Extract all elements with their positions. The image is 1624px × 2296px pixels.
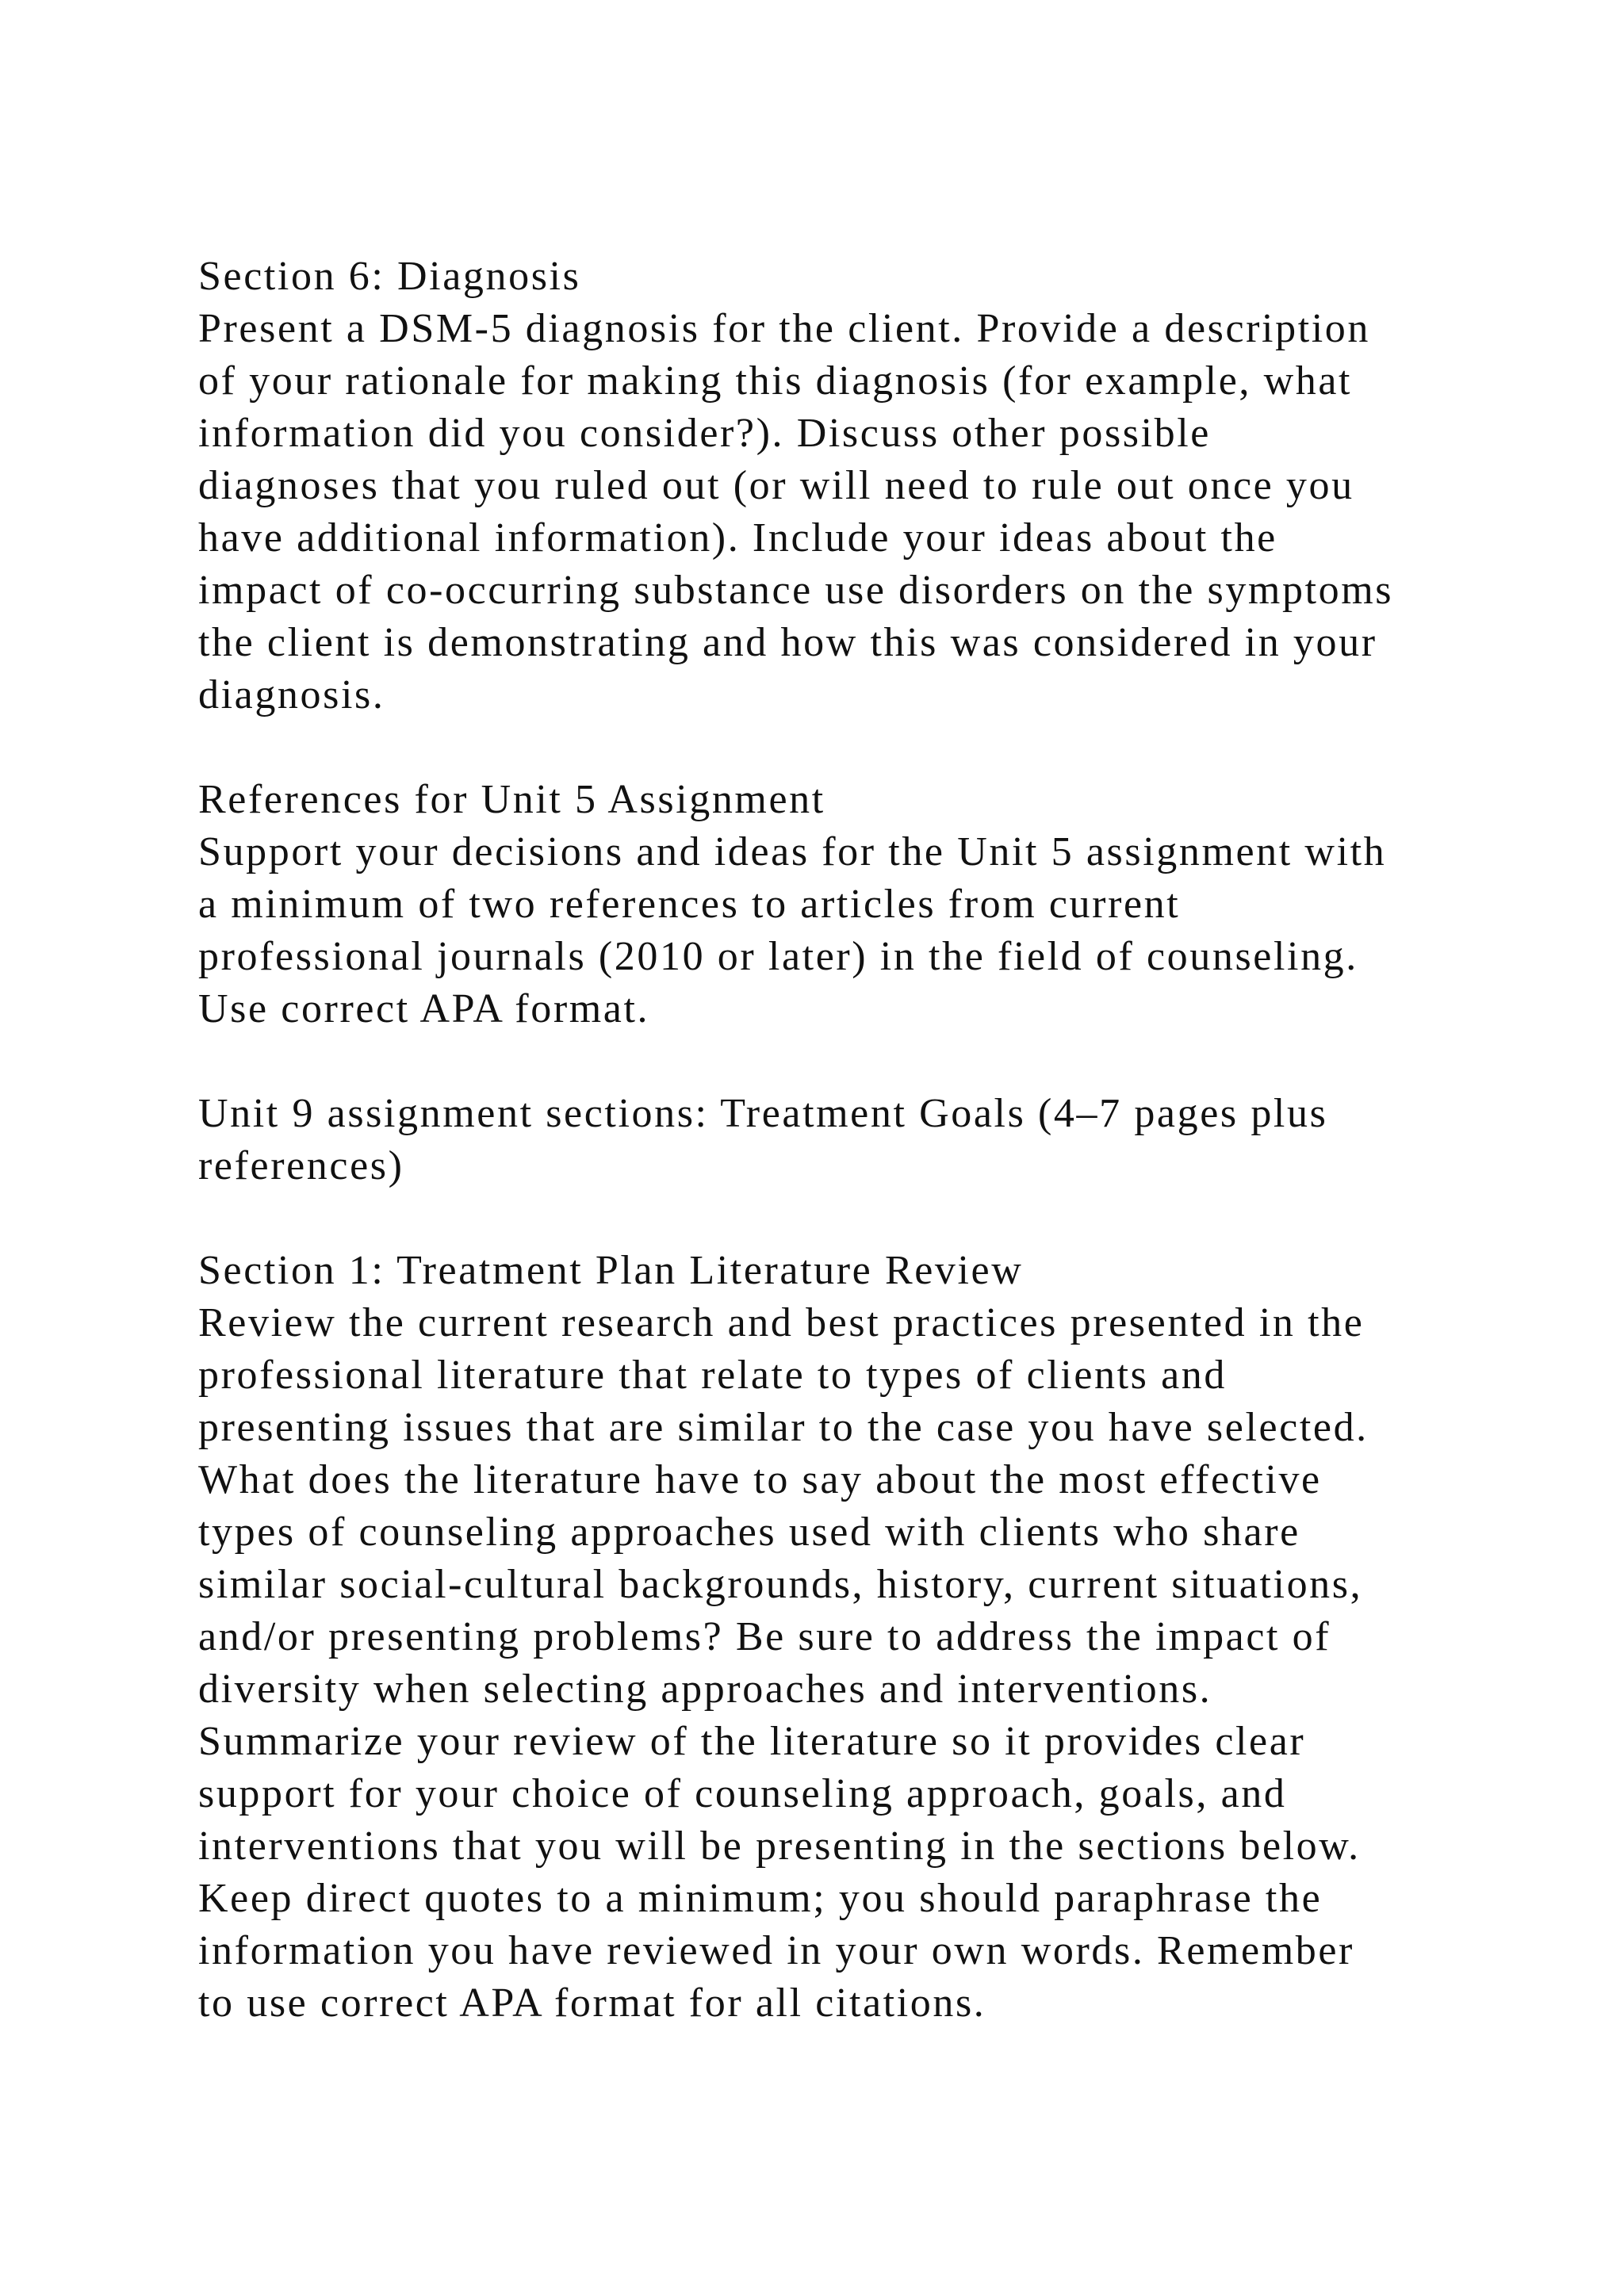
text-line: a minimum of two references to articles from current <box>198 882 1181 927</box>
text-line: information you have reviewed in your own words. Remember <box>198 1928 1354 1973</box>
text-line: diagnoses that you ruled out (or will need to rule out once you <box>198 463 1354 508</box>
section-heading: Unit 9 assignment sections: Treatment Goals (4–7 pages plus <box>198 1091 1328 1136</box>
text-line: Review the current research and best practices presented in the <box>198 1300 1365 1345</box>
text-line: the client is demonstrating and how this was considered in your <box>198 620 1377 665</box>
text-line: similar social-cultural backgrounds, history, current situations, <box>198 1562 1363 1607</box>
text-line: Keep direct quotes to a minimum; you should paraphrase the <box>198 1876 1323 1921</box>
text-line: impact of co-occurring substance use disorders on the symptoms <box>198 568 1394 613</box>
text-line: diagnosis. <box>198 672 385 718</box>
text-line: presenting issues that are similar to the case you have selected. <box>198 1405 1369 1450</box>
text-line: have additional information). Include your ideas about the <box>198 515 1277 561</box>
section-heading: Section 1: Treatment Plan Literature Review <box>198 1248 1024 1293</box>
section-6-diagnosis <box>198 251 1562 721</box>
text-line: Present a DSM-5 diagnosis for the client. Provide a description <box>198 306 1370 351</box>
section-heading: Section 6: Diagnosis <box>198 254 581 299</box>
references-unit-5 <box>198 774 1562 1035</box>
text-line: Use correct APA format. <box>198 986 650 1031</box>
text-line: interventions that you will be presenting in the sections below. <box>198 1823 1361 1869</box>
text-line: support for your choice of counseling approach, goals, and <box>198 1771 1287 1816</box>
text-line: diversity when selecting approaches and interventions. <box>198 1667 1212 1712</box>
text-line: types of counseling approaches used with clients who share <box>198 1510 1300 1555</box>
text-line: professional journals (2010 or later) in the field of counseling. <box>198 934 1358 979</box>
text-line: of your rationale for making this diagnosis (for example, what <box>198 358 1353 404</box>
section-heading: References for Unit 5 Assignment <box>198 777 825 822</box>
text-line: professional literature that relate to types of clients and <box>198 1353 1227 1398</box>
text-line: and/or presenting problems? Be sure to address the impact of <box>198 1614 1331 1659</box>
unit-9-sections <box>198 1088 1562 1192</box>
text-line: What does the literature have to say about the most effective <box>198 1457 1322 1502</box>
text-line: Support your decisions and ideas for the Unit 5 assignment with <box>198 829 1387 874</box>
text-line: to use correct APA format for all citations. <box>198 1980 986 2026</box>
text-line: information did you consider?). Discuss other possible <box>198 411 1211 456</box>
section-1-literature-review <box>198 1245 1562 2030</box>
text-line: Summarize your review of the literature so it provides clear <box>198 1719 1306 1764</box>
text-line: references) <box>198 1143 404 1188</box>
document-body <box>198 251 1562 2030</box>
